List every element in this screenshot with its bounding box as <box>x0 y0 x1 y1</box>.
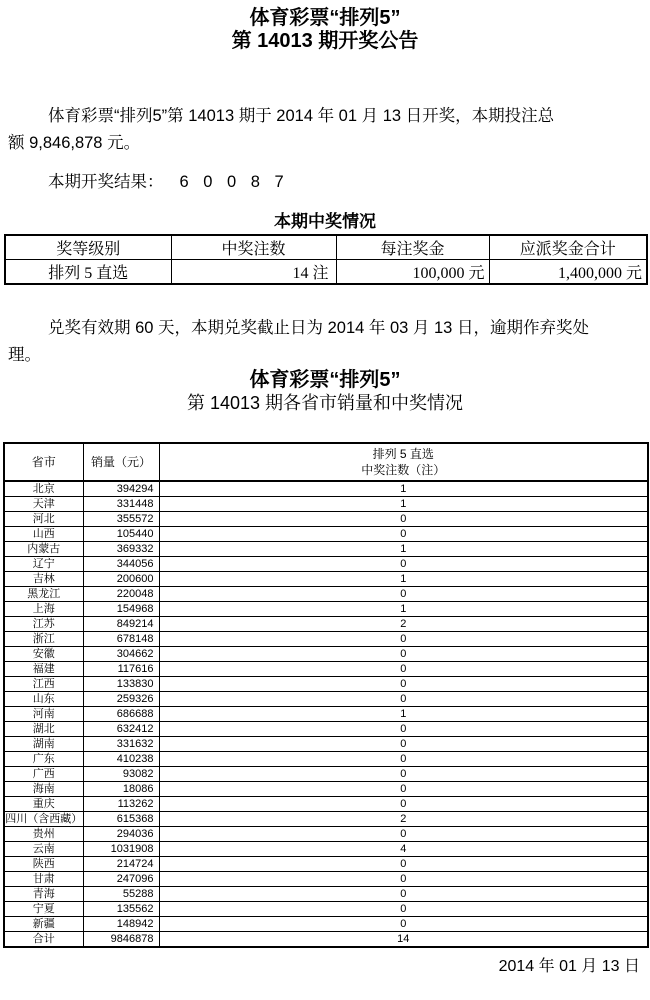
wins-cell: 1 <box>159 707 648 722</box>
province-row <box>4 557 648 572</box>
province-cell: 上海 <box>4 602 83 617</box>
province-cell: 黑龙江 <box>4 587 83 602</box>
province-row <box>4 707 648 722</box>
wins-cell: 0 <box>159 662 648 677</box>
redeem-paragraph <box>0 315 650 369</box>
sales-cell: 615368 <box>83 812 159 827</box>
wins-cell: 2 <box>159 812 648 827</box>
sales-cell: 133830 <box>83 677 159 692</box>
province-row <box>4 827 648 842</box>
wins-cell: 1 <box>159 542 648 557</box>
province-row <box>4 752 648 767</box>
province-row <box>4 722 648 737</box>
province-cell: 陕西 <box>4 857 83 872</box>
sales-cell: 200600 <box>83 572 159 587</box>
wins-cell: 0 <box>159 782 648 797</box>
draw-result-line <box>8 169 642 196</box>
sales-cell: 331632 <box>83 737 159 752</box>
sales-cell: 355572 <box>83 512 159 527</box>
sales-cell: 259326 <box>83 692 159 707</box>
province-column-header: 省市 <box>4 443 83 481</box>
province-cell: 北京 <box>4 481 83 497</box>
province-cell: 湖北 <box>4 722 83 737</box>
wins-cell: 1 <box>159 481 648 497</box>
province-row <box>4 887 648 902</box>
sales-cell: 369332 <box>83 542 159 557</box>
wins-cell: 0 <box>159 902 648 917</box>
wins-cell: 0 <box>159 767 648 782</box>
doc-title-line2: 第 14013 期开奖公告 <box>231 30 419 52</box>
wins-cell: 0 <box>159 527 648 542</box>
province-cell: 贵州 <box>4 827 83 842</box>
province-cell: 河北 <box>4 512 83 527</box>
sales-cell: 148942 <box>83 917 159 932</box>
prize-header-count: 中奖注数 <box>171 235 336 260</box>
wins-cell: 4 <box>159 842 648 857</box>
wins-cell: 14 <box>159 932 648 948</box>
sales-cell: 117616 <box>83 662 159 677</box>
sales-cell: 632412 <box>83 722 159 737</box>
prize-per-bet-cell: 100,000 元 <box>336 260 489 285</box>
wins-cell: 0 <box>159 722 648 737</box>
sales-cell: 113262 <box>83 797 159 812</box>
intro-paragraph <box>0 103 650 157</box>
sales-cell: 93082 <box>83 767 159 782</box>
sales-cell: 18086 <box>83 782 159 797</box>
sales-cell: 686688 <box>83 707 159 722</box>
section2-title-line2: 第 14013 期各省市销量和中奖情况 <box>186 393 464 413</box>
sales-cell: 9846878 <box>83 932 159 948</box>
province-cell: 福建 <box>4 662 83 677</box>
footer-date: 2014 年 01 月 13 日 <box>498 958 640 975</box>
province-row <box>4 812 648 827</box>
sales-cell: 220048 <box>83 587 159 602</box>
draw-result-digits: 6 0 0 8 7 <box>179 173 288 191</box>
wins-header-line2: 中奖注数（注） <box>361 463 446 477</box>
province-row <box>4 527 648 542</box>
province-cell: 江西 <box>4 677 83 692</box>
sales-cell: 678148 <box>83 632 159 647</box>
sales-cell: 154968 <box>83 602 159 617</box>
prize-count-cell: 14 注 <box>171 260 336 285</box>
province-row <box>4 542 648 557</box>
wins-cell: 0 <box>159 827 648 842</box>
province-row <box>4 602 648 617</box>
wins-cell: 0 <box>159 797 648 812</box>
prize-header-total: 应派奖金合计 <box>489 235 647 260</box>
province-cell: 天津 <box>4 497 83 512</box>
province-row <box>4 842 648 857</box>
sales-cell: 105440 <box>83 527 159 542</box>
province-row <box>4 857 648 872</box>
province-cell: 云南 <box>4 842 83 857</box>
province-cell: 广西 <box>4 767 83 782</box>
prize-table-data-row <box>5 260 647 285</box>
province-cell: 合计 <box>4 932 83 948</box>
province-row <box>4 632 648 647</box>
province-cell: 河南 <box>4 707 83 722</box>
province-row <box>4 497 648 512</box>
wins-cell: 1 <box>159 497 648 512</box>
prize-level-cell: 排列 5 直选 <box>5 260 171 285</box>
province-row <box>4 782 648 797</box>
province-cell: 山东 <box>4 692 83 707</box>
province-cell: 吉林 <box>4 572 83 587</box>
wins-cell: 0 <box>159 677 648 692</box>
wins-cell: 0 <box>159 917 648 932</box>
sales-cell: 331448 <box>83 497 159 512</box>
wins-cell: 0 <box>159 512 648 527</box>
province-row <box>4 481 648 497</box>
province-cell: 海南 <box>4 782 83 797</box>
province-cell: 湖南 <box>4 737 83 752</box>
wins-cell: 0 <box>159 752 648 767</box>
province-cell: 甘肃 <box>4 872 83 887</box>
province-row <box>4 512 648 527</box>
sales-cell: 294036 <box>83 827 159 842</box>
prize-total-cell: 1,400,000 元 <box>489 260 647 285</box>
province-cell: 江苏 <box>4 617 83 632</box>
province-cell: 新疆 <box>4 917 83 932</box>
sales-cell: 304662 <box>83 647 159 662</box>
province-cell: 宁夏 <box>4 902 83 917</box>
redeem-line2: 理。 <box>8 346 41 364</box>
draw-result-label: 本期开奖结果： <box>48 173 164 191</box>
sales-cell: 394294 <box>83 481 159 497</box>
province-cell: 青海 <box>4 887 83 902</box>
province-row <box>4 902 648 917</box>
wins-header-line1: 排列 5 直选 <box>372 447 434 461</box>
sales-cell: 344056 <box>83 557 159 572</box>
wins-cell: 1 <box>159 602 648 617</box>
province-cell: 内蒙古 <box>4 542 83 557</box>
province-row <box>4 692 648 707</box>
redeem-line1: 兑奖有效期 60 天，本期兑奖截止日为 2014 年 03 月 13 日，逾期作弃奖处 <box>48 319 589 337</box>
sales-cell: 135562 <box>83 902 159 917</box>
intro-line2: 额 9,846,878 元。 <box>8 134 141 152</box>
province-cell: 安徽 <box>4 647 83 662</box>
wins-column-header <box>159 443 648 481</box>
wins-cell: 0 <box>159 737 648 752</box>
total-row <box>4 932 648 948</box>
doc-title-line1: 体育彩票“排列5” <box>249 7 401 29</box>
province-row <box>4 737 648 752</box>
prize-header-level: 奖等级别 <box>5 235 171 260</box>
sales-cell: 1031908 <box>83 842 159 857</box>
province-cell: 浙江 <box>4 632 83 647</box>
province-cell: 重庆 <box>4 797 83 812</box>
province-row <box>4 587 648 602</box>
sales-cell: 55288 <box>83 887 159 902</box>
province-row <box>4 767 648 782</box>
province-cell: 广东 <box>4 752 83 767</box>
wins-cell: 0 <box>159 557 648 572</box>
wins-cell: 0 <box>159 692 648 707</box>
wins-cell: 0 <box>159 887 648 902</box>
wins-cell: 0 <box>159 857 648 872</box>
sales-cell: 214724 <box>83 857 159 872</box>
province-cell: 辽宁 <box>4 557 83 572</box>
wins-cell: 0 <box>159 872 648 887</box>
wins-cell: 1 <box>159 572 648 587</box>
province-cell: 山西 <box>4 527 83 542</box>
prize-table-header-row <box>5 235 647 260</box>
province-row <box>4 647 648 662</box>
sales-cell: 410238 <box>83 752 159 767</box>
province-cell: 四川（含西藏） <box>5 813 83 825</box>
sales-column-header: 销量（元） <box>83 443 159 481</box>
province-table <box>3 442 649 948</box>
wins-cell: 0 <box>159 587 648 602</box>
wins-cell: 0 <box>159 647 648 662</box>
sales-cell: 247096 <box>83 872 159 887</box>
section2-title-line1: 体育彩票“排列5” <box>249 369 401 391</box>
sales-cell: 849214 <box>83 617 159 632</box>
prize-table <box>4 234 648 285</box>
province-row <box>4 662 648 677</box>
province-table-header-row <box>4 443 648 481</box>
prize-header-per-bet: 每注奖金 <box>336 235 489 260</box>
province-row <box>4 572 648 587</box>
province-row <box>4 872 648 887</box>
province-row <box>4 917 648 932</box>
province-row <box>4 797 648 812</box>
province-row <box>4 677 648 692</box>
prize-table-title: 本期中奖情况 <box>274 212 376 231</box>
wins-cell: 2 <box>159 617 648 632</box>
intro-line1: 体育彩票“排列5”第 14013 期于 2014 年 01 月 13 日开奖，本期投注总 <box>48 107 555 125</box>
province-row <box>4 617 648 632</box>
province-table-body <box>4 481 648 947</box>
wins-cell: 0 <box>159 632 648 647</box>
